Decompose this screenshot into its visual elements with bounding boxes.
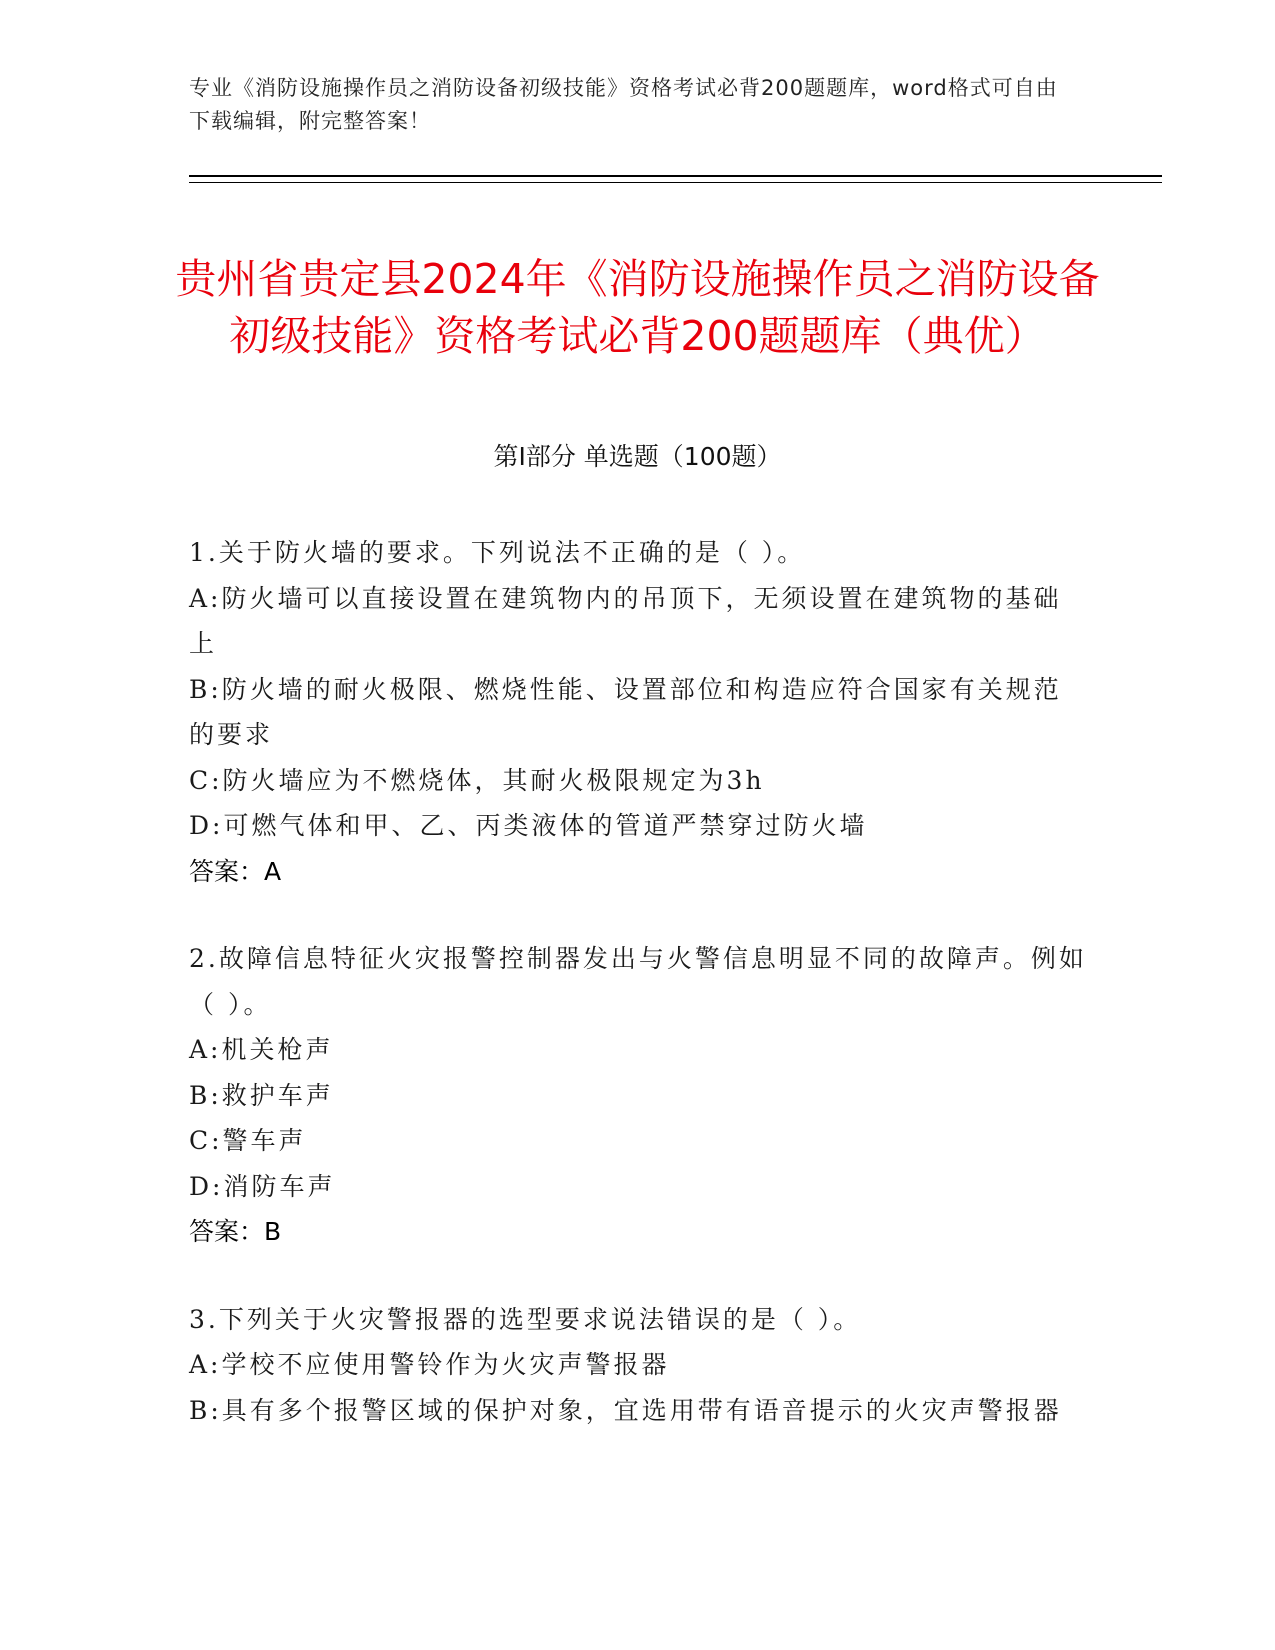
option-d: D:可燃气体和甲、乙、丙类液体的管道严禁穿过防火墙: [189, 811, 868, 840]
option-a: A:机关枪声: [189, 1035, 334, 1064]
question-stem: 1.关于防火墙的要求。下列说法不正确的是（ ）。: [189, 538, 806, 567]
question-list: [189, 530, 1089, 1475]
question-2: [189, 936, 1089, 1255]
question-3: [189, 1297, 1089, 1434]
option-d: D:消防车声: [189, 1171, 336, 1201]
answer-label: 答案：A: [189, 856, 282, 886]
question-1: [189, 530, 1089, 894]
question-stem: 2.故障信息特征火灾报警控制器发出与火警信息明显不同的故障声。例如（ ）。: [189, 944, 1087, 1019]
header-rule-thick: [189, 175, 1162, 177]
option-b: B:防火墙的耐火极限、燃烧性能、设置部位和构造应符合国家有关规范的要求: [189, 674, 1062, 749]
option-c: C:警车声: [189, 1126, 307, 1155]
option-a: A:学校不应使用警铃作为火灾声警报器: [189, 1350, 670, 1379]
section-title: 第Ⅰ部分 单选题（100题）: [493, 442, 782, 471]
answer-label: 答案：B: [189, 1217, 282, 1246]
option-c: C:防火墙应为不燃烧体，其耐火极限规定为3h: [189, 765, 765, 795]
header-rule-thin: [189, 182, 1162, 183]
option-b: B:具有多个报警区域的保护对象，宜选用带有语音提示的火灾声警报器: [189, 1395, 1062, 1425]
question-stem: 3.下列关于火灾警报器的选型要求说法错误的是（ ）。: [189, 1304, 862, 1334]
document-title: 贵州省贵定县2024年《消防设施操作员之消防设备初级技能》资格考试必背200题题库（典优）: [175, 255, 1100, 361]
option-b: B:救护车声: [189, 1080, 334, 1110]
header-note: 专业《消防设施操作员之消防设备初级技能》资格考试必背200题题库，word格式可自由下载编辑，附完整答案！: [189, 76, 1058, 133]
option-a: A:防火墙可以直接设置在建筑物内的吊顶下，无须设置在建筑物的基础上: [189, 583, 1062, 658]
